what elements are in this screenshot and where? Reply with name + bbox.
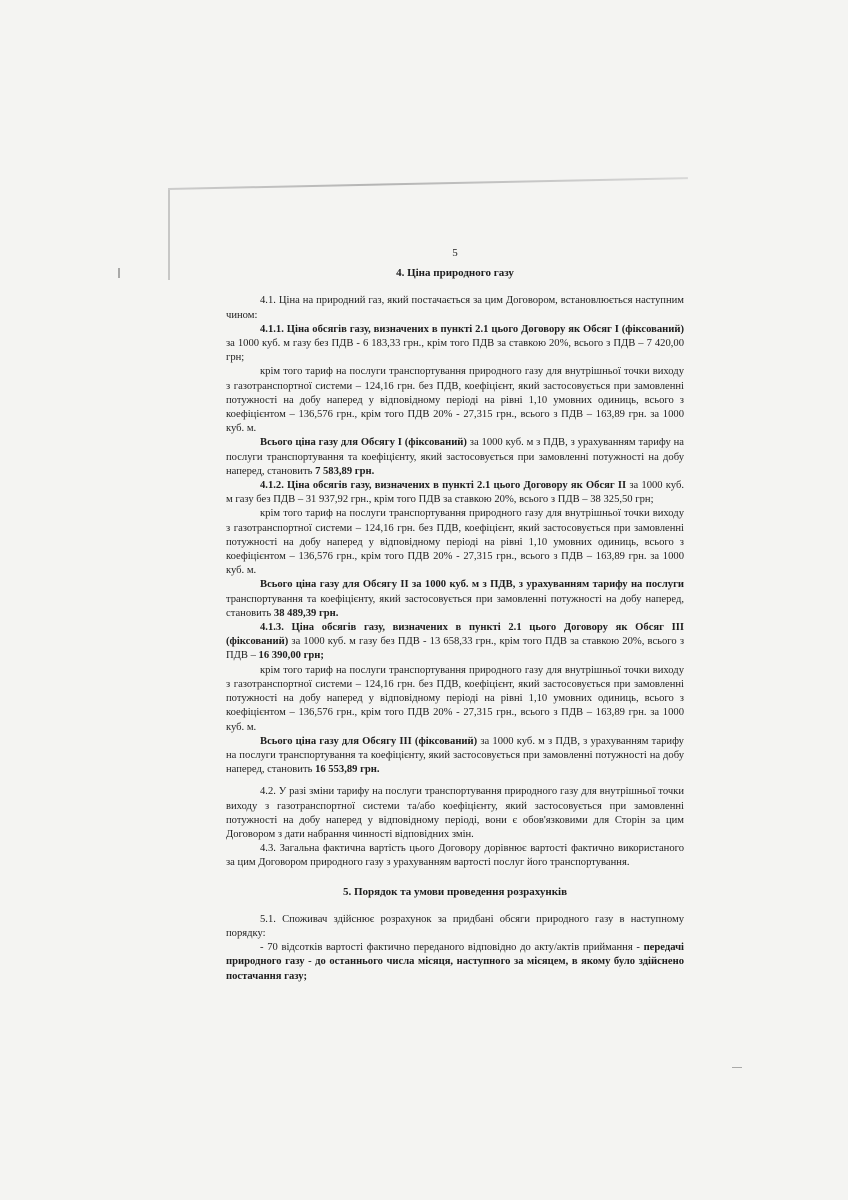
- tariff-paragraph-2: крім того тариф на послуги транспортування природного газу для внутрішньої точки виходу з газотранспортної системи – 124,16 грн. без ПДВ, коефіцієнт, який застосовується при замовленні потужності на добу наперед у відповідному періоді на рівні 1,10 умовних одиниць, всього з коефіцієнтом – 136,576 грн., крім того ПДВ 20% - 27,315 грн., всього з ПДВ – 163,89 грн. за 1000 куб. м.: [226, 508, 684, 577]
- payment-item-1: [226, 941, 684, 984]
- section-5-title: 5. Порядок та умови проведення розрахунків: [342, 885, 568, 898]
- clause-5-1: 5.1. Споживач здійснює розрахунок за придбані обсяги природного газу в наступному порядку:: [226, 913, 684, 939]
- scan-speck: [732, 1067, 742, 1068]
- clause-4-1-2: [226, 479, 684, 507]
- total-volume-3-bold: Всього ціна газу для Обсягу ІІІ (фіксований): [260, 735, 478, 747]
- document-page: [226, 246, 684, 984]
- clause-4-1-3-value: 16 390,00 грн;: [258, 650, 324, 662]
- total-volume-1: [226, 436, 684, 479]
- clause-4-1-1-price: 6 183,33 грн., крім того ПДВ за ставкою 20%, всього з ПДВ – 7 420,00 грн;: [226, 338, 685, 364]
- page-number: 5: [452, 247, 458, 259]
- payment-item-1-text: - 70 відсотків вартості фактично переданого відповідно до акту/актів приймання -: [260, 942, 644, 954]
- clause-4-1-3-bold: 4.1.3. Ціна обсягів газу, визначених в пункті 2.1 цього Договору як Обсяг ІІІ (фіксований): [226, 622, 684, 648]
- total-volume-1-value: 7 583,89 грн.: [315, 465, 375, 477]
- tariff-paragraph-3: крім того тариф на послуги транспортування природного газу для внутрішньої точки виходу з газотранспортної системи – 124,16 грн. без ПДВ, коефіцієнт, який застосовується при замовленні потужності на добу наперед у відповідному періоді на рівні 1,10 умовних одиниць, всього з коефіцієнтом – 136,576 грн., крім того ПДВ 20% - 27,315 грн., всього з ПДВ – 163,89 грн. за 1000 куб. м.: [226, 664, 684, 733]
- clause-4-1-1-bold: 4.1.1. Ціна обсягів газу, визначених в пункті 2.1 цього Договору як Обсяг І (фіксований): [260, 323, 684, 335]
- clause-4-1-2-bold: 4.1.2. Ціна обсягів газу, визначених в пункті 2.1 цього Договору як Обсяг ІІ: [260, 480, 627, 492]
- clause-4-1: 4.1. Ціна на природний газ, який постачається за цим Договором, встановлюється наступним чином:: [226, 295, 684, 321]
- total-volume-3: [226, 735, 684, 778]
- scan-edge: [168, 177, 688, 190]
- clause-4-1-3: [226, 621, 684, 664]
- clause-4-3: 4.3. Загальна фактична вартість цього Договору дорівнює вартості фактично використаного за цим Договором природного газу з урахуванням вартості послуг його транспортування.: [226, 843, 684, 869]
- clause-4-1-2-text: за 1000 куб. м газу без ПДВ – 31 937,92 грн., крім того ПДВ за ставкою 20%, всього з ПДВ – 38 325,50 грн;: [226, 480, 684, 506]
- total-volume-2-value: 38 489,39 грн.: [273, 607, 339, 619]
- scan-speck: [118, 268, 120, 278]
- total-volume-1-bold: Всього ціна газу для Обсягу І (фіксований): [260, 437, 467, 449]
- total-volume-2-bold: Всього ціна газу для Обсягу ІІ за 1000 куб. м з ПДВ, з урахуванням тарифу на послуги: [260, 579, 684, 591]
- clause-4-1-1: [226, 323, 684, 366]
- total-volume-3-text: за 1000 куб. м з ПДВ, з урахуванням тарифу на послуги транспортування та коефіцієнту, який застосовується при замовленні потужності на добу наперед, становить: [226, 735, 684, 776]
- clause-4-2: 4.2. У разі зміни тарифу на послуги транспортування природного газу для внутрішньої точки виходу з газотранспортної системи та/або коефіцієнту, який застосовується при замовленні потужності на добу наперед у відповідному періоді, вони є обов'язковими для Сторін за цим Договором з дати набрання чинності відповідних змін.: [226, 786, 684, 840]
- total-volume-1-text: за 1000 куб. м з ПДВ, з урахуванням тарифу на послуги транспортування та коефіцієнту, який застосовується при замовленні потужності на добу наперед, становить: [226, 437, 685, 477]
- total-volume-3-value: 16 553,89 грн.: [315, 764, 380, 776]
- tariff-paragraph-1: крім того тариф на послуги транспортування природного газу для внутрішньої точки виходу з газотранспортної системи – 124,16 грн. без ПДВ, коефіцієнт, який застосовується при замовленні потужності на добу наперед у відповідному періоді на рівні 1,10 умовних одиниць, всього з коефіцієнтом – 136,576 грн., крім того ПДВ 20% - 27,315 грн., всього з ПДВ – 163,89 грн. за 1000 куб. м.: [226, 366, 684, 435]
- clause-4-1-3-text: за 1000 куб. м газу без ПДВ - 13 658,33 грн., крім того ПДВ за ставкою 20%, всього з ПДВ –: [226, 636, 684, 662]
- clause-4-1-1-text: за 1000 куб. м газу без ПДВ -: [226, 338, 363, 350]
- scan-edge-left: [168, 190, 170, 280]
- section-4-title: 4. Ціна природного газу: [396, 267, 514, 280]
- total-volume-2-text: транспортування та коефіцієнту, який застосовується при замовленні потужності на добу наперед, становить: [226, 593, 684, 619]
- payment-item-1-bold: передачі природного газу - до останнього числа місяця, наступного за місяцем, в якому було здійснено постачання газу;: [226, 942, 684, 982]
- total-volume-2: [226, 578, 684, 621]
